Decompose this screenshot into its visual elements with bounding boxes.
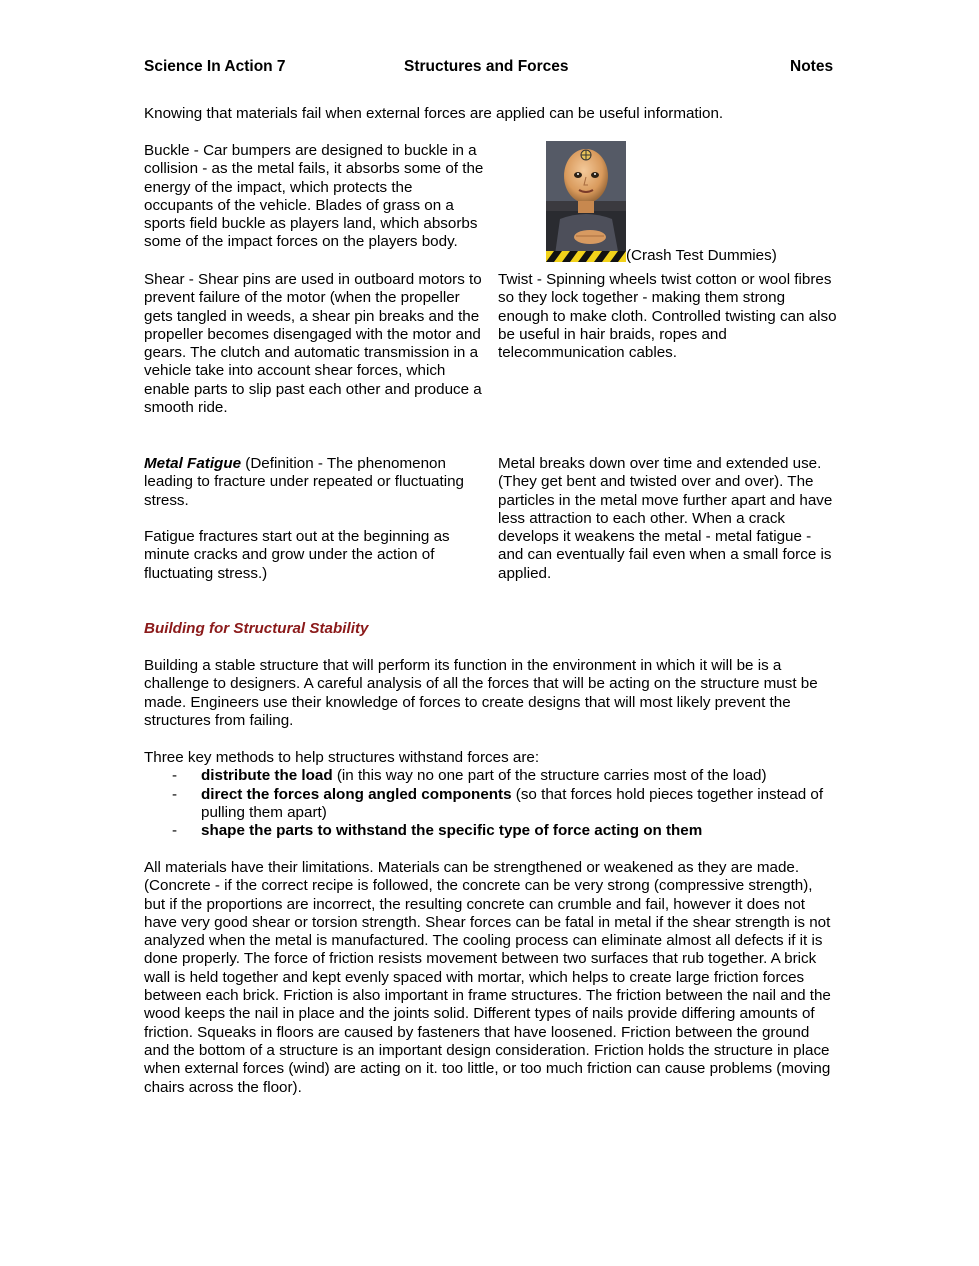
fatigue-fractures-paragraph: Fatigue fractures start out at the beginning as minute cracks and grow under the action of fluctuating stress.): [144, 528, 450, 582]
materials-paragraph: All materials have their limitations. Materials can be strengthened or weakened as they are made. (Concrete - if the correct recipe is followed, the concrete can be very strong (compressive strength), but if the proportions are incorrect, the resulting concrete can crumble and fail, however it does not have very good shear or torsion strength. Shear forces can be fatal in metal if the shear strength is not analyzed when the metal is manufactured. The cooling process can eliminate almost all defects if it is done properly. The force of friction resists movement between two surfaces that rub together. A brick wall is held together and kept evenly spaced with mortar, which helps to create large friction forces between each brick. Friction is also important in frame structures. The friction between the nail and the wood keeps the nail in place and the joints solid. Different types of nails provide differing amounts of friction. Squeaks in floors are caused by fasteners that have loosened. Friction between the ground and the bottom of a structure is an important design consideration. Friction holds the structure in place when external forces (wind) are acting on it. too little, or too much friction can cause problems (moving chairs across the floor).: [144, 859, 831, 1096]
method-bold-text: direct the forces along angled components: [201, 785, 512, 803]
header-title: Structures and Forces: [404, 58, 569, 75]
metal-fatigue-explanation: Metal breaks down over time and extended use. (They get bent and twisted over and over). The particles in the metal move further apart and have less attraction to each other. When a crack develops it weakens the metal - metal fatigue - and can eventually fail even when a small force is applied.: [498, 455, 833, 582]
crash-test-dummy-illustration: [546, 141, 626, 262]
list-item: [144, 767, 836, 785]
intro-paragraph: Knowing that materials fail when external forces are applied can be useful information.: [144, 105, 724, 122]
section-heading: Building for Structural Stability: [144, 620, 369, 637]
method-rest-text: (so that forces hold pieces together instead of pulling them apart): [201, 785, 824, 821]
shear-paragraph: Shear - Shear pins are used in outboard motors to prevent failure of the motor (when the propeller gets tangled in weeds, a shear pin breaks and the propeller becomes disengaged with the motor and gears. The clutch and automatic transmission in a vehicle take into account shear forces, which enable parts to slip past each other and produce a smooth ride.: [144, 271, 482, 417]
header-left: Science In Action 7: [144, 58, 286, 75]
twist-paragraph: Twist - Spinning wheels twist cotton or wool fibres so they lock together - making them strong enough to make cloth. Controlled twisting can also be useful in hair braids, ropes and telecommunication cables.: [498, 271, 837, 362]
method-rest-text: (in this way no one part of the structure carries most of the load): [332, 767, 767, 785]
crash-test-dummy-image: [546, 141, 626, 262]
method-bold-text: distribute the load: [201, 767, 333, 785]
methods-intro: Three key methods to help structures withstand forces are:: [144, 749, 540, 766]
metal-fatigue-definition: [144, 455, 484, 510]
metal-fatigue-term: Metal Fatigue: [144, 455, 242, 472]
list-bullet: -: [172, 785, 178, 803]
list-item: [144, 822, 836, 840]
header-right: Notes: [790, 58, 834, 75]
methods-block: [144, 749, 836, 840]
list-bullet: -: [172, 767, 178, 785]
image-caption: (Crash Test Dummies): [626, 247, 777, 264]
buckle-paragraph: Buckle - Car bumpers are designed to buckle in a collision - as the metal fails, it absorbs some of the energy of the impact, which protects the occupants of the vehicle. Blades of grass on a sports field buckle as players land, which absorbs some of the impact forces on the players body.: [144, 142, 484, 251]
methods-list: [144, 767, 836, 840]
list-item: [144, 786, 836, 823]
list-bullet: -: [172, 822, 178, 840]
metal-fatigue-definition-text: (Definition - The phenomenon leading to fracture under repeated or fluctuating stress.: [144, 455, 464, 509]
stability-paragraph: Building a stable structure that will perform its function in the environment in which it will be is a challenge to designers. A careful analysis of all the forces that will be acting on the structure must be made. Engineers use their knowledge of forces to create designs that will most likely prevent the structures from failing.: [144, 657, 818, 729]
method-bold-text: shape the parts to withstand the specific type of force acting on them: [201, 822, 703, 840]
